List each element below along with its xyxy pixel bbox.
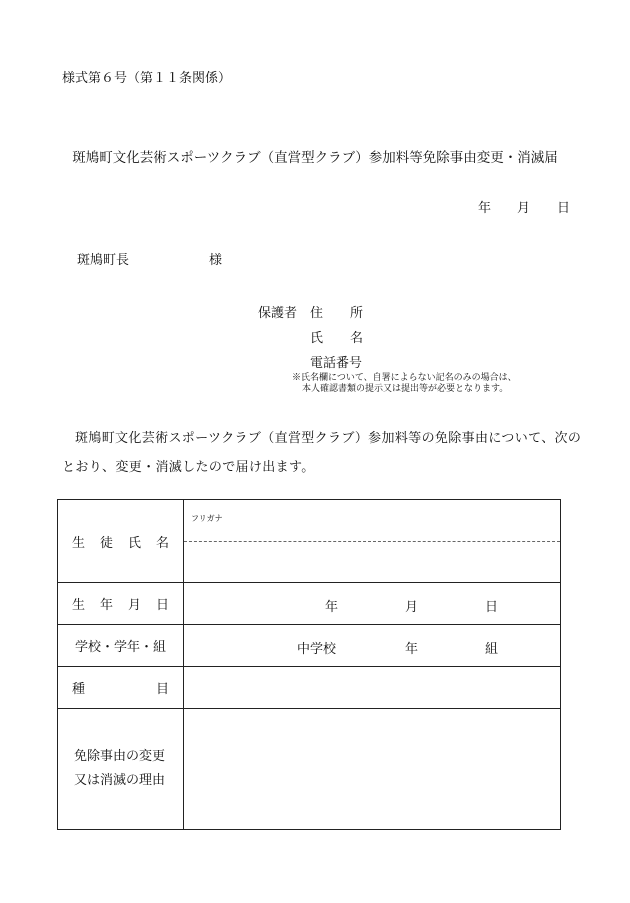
reason-label-cell [58, 709, 184, 830]
guardian-label: 保護者 [258, 306, 298, 321]
school-label: 学校・学年・組 [74, 640, 166, 655]
signature-note [292, 373, 542, 395]
phone-label: 電話番号 [310, 356, 363, 371]
furigana-label: フリガナ [191, 514, 223, 523]
label-char: 日 [155, 598, 169, 613]
birthdate-label [58, 594, 183, 613]
event-row [58, 667, 561, 709]
school-row [58, 625, 561, 667]
event-label [58, 678, 183, 697]
birthdate-label-cell [58, 583, 184, 625]
birth-year-unit: 年 [325, 600, 339, 615]
birth-day-unit: 日 [485, 600, 499, 615]
name-label-char1: 氏 [310, 331, 324, 346]
body-text: 斑鳩町文化芸術スポーツクラブ（直営型クラブ）参加料等の免除事由について、次のとおり、変更・消滅したので届け出ます。 [62, 431, 582, 475]
label-char: 生 [72, 598, 86, 613]
label-char: 名 [155, 535, 169, 551]
furigana-field[interactable] [184, 500, 560, 542]
label-char: 徒 [99, 535, 113, 551]
form-number: 様式第６号（第１１条関係） [62, 71, 232, 86]
student-name-label-cell [58, 500, 184, 583]
birthdate-row [58, 583, 561, 625]
birthdate-input-cell[interactable] [184, 583, 561, 625]
reason-label [58, 745, 183, 793]
address-label-char2: 所 [350, 306, 364, 321]
event-label-cell [58, 667, 184, 709]
label-char: 年 [99, 598, 113, 613]
label-char: 月 [127, 598, 141, 613]
student-name-field[interactable] [184, 542, 560, 582]
addressee-honorific: 様 [209, 253, 223, 268]
student-name-row [58, 500, 561, 583]
reason-row [58, 709, 561, 830]
school-input-cell[interactable] [184, 625, 561, 667]
student-name-input-cell[interactable] [184, 500, 561, 583]
document-title: 斑鳩町文化芸術スポーツクラブ（直営型クラブ）参加料等免除事由変更・消滅届 [72, 150, 558, 166]
birth-month-unit: 月 [405, 600, 419, 615]
class-unit: 組 [485, 642, 499, 657]
reason-label-line2: 又は消滅の理由 [74, 773, 166, 788]
school-label-cell [58, 625, 184, 667]
student-name-label [58, 532, 183, 551]
label-char: 目 [155, 682, 169, 697]
addressee-name: 斑鳩町長 [77, 253, 130, 268]
date-year-label: 年 [478, 201, 492, 216]
label-char: 氏 [127, 535, 141, 551]
date-month-label: 月 [517, 201, 531, 216]
grade-unit: 年 [405, 642, 419, 657]
signature-note-line1: ※氏名欄について、自署によらない記名のみの場合は、 [292, 373, 517, 383]
event-input-cell[interactable] [184, 667, 561, 709]
date-day-label: 日 [557, 201, 571, 216]
label-char: 種 [72, 682, 86, 697]
address-label-char1: 住 [310, 306, 324, 321]
name-label-char2: 名 [350, 331, 364, 346]
form-table [57, 499, 561, 830]
reason-input-cell[interactable] [184, 709, 561, 830]
birthdate-units [184, 583, 560, 624]
label-char: 生 [72, 535, 86, 551]
reason-label-line1: 免除事由の変更 [74, 749, 166, 764]
school-unit: 中学校 [297, 642, 337, 657]
signature-note-line2: 本人確認書類の提示又は提出等が必要となります。 [302, 384, 509, 394]
school-units [184, 625, 560, 666]
